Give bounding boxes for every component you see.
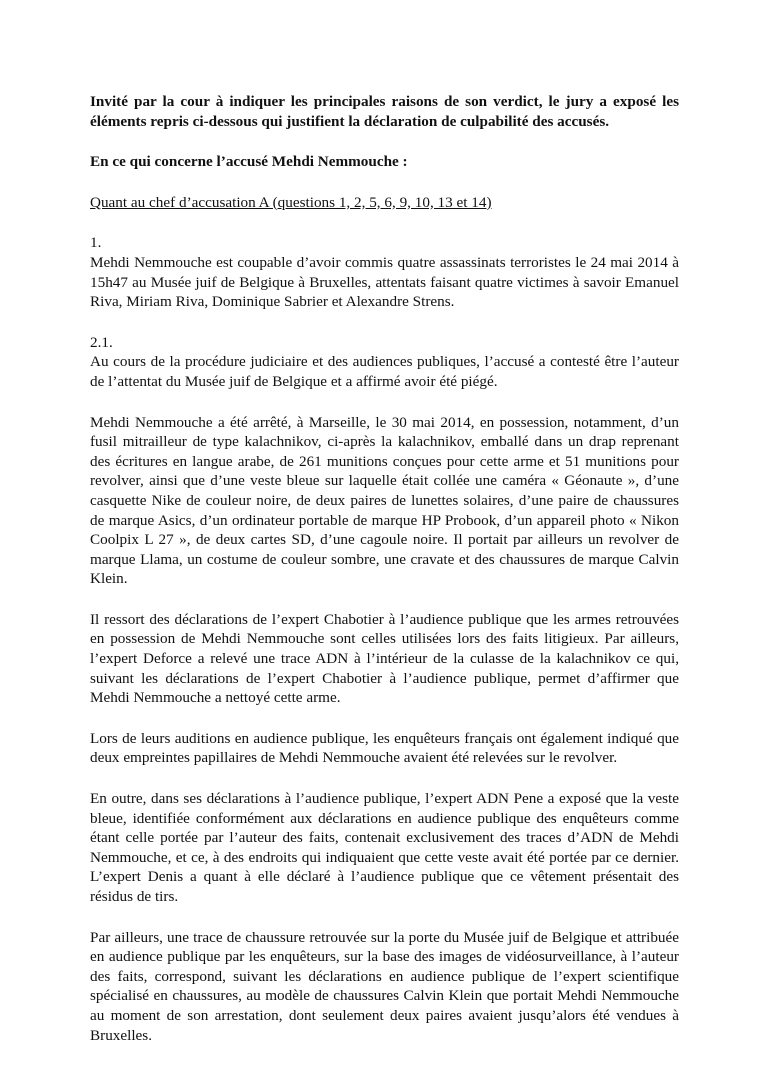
accused-heading: En ce qui concerne l’accusé Mehdi Nemmouche : xyxy=(90,153,408,171)
section-number-2-1: 2.1. xyxy=(90,333,113,351)
arrest-paragraph: Mehdi Nemmouche a été arrêté, à Marseille, le 30 mai 2014, en possession, notamment, d’un fusil mitrailleur de type kalachnikov, ci-après la kalachnikov, emballé dans un drap reprenant des écritures en langue arabe, de 261 munitions conçues pour cette arme et 51 munitions pour revolver, ainsi que d’une veste bleue sur laquelle était collée une caméra « Géonaute », d’une casquette Nike de couleur noire, de deux paires de lunettes solaires, d’une paire de chaussures de marque Asics, d’un ordinateur portable de marque HP Probook, d’un appareil photo « Nikon Coolpix L 27 », de deux cartes SD, d’une cagoule noire. Il portait par ailleurs un revolver de marque Llama, un costume de couleur sombre, une cravate et des chaussures de marque Calvin Klein. xyxy=(90,413,679,588)
shoe-trace-paragraph: Par ailleurs, une trace de chaussure retrouvée sur la porte du Musée juif de Belgique et attribuée en audience publique par les enquêteurs, sur la base des images de vidéosurveillance, à l’auteur des faits, correspond, suivant les déclarations en audience publique de l’expert scientifique spécialisé en chaussures, au modèle de chaussures Calvin Klein que portait Mehdi Nemmouche au moment de son arrestation, dont seulement deux paires avaient jusqu’alors été vendues à Bruxelles. xyxy=(90,928,679,1044)
intro-paragraph: Invité par la cour à indiquer les principales raisons de son verdict, le jury a exposé les éléments repris ci-dessous qui justifient la déclaration de culpabilité des accusés. xyxy=(90,93,679,130)
section-2-1-paragraph: Au cours de la procédure judiciaire et des audiences publiques, l’accusé a contesté être l’auteur de l’attentat du Musée juif de Belgique et a affirmé avoir été piégé. xyxy=(90,353,679,390)
section-number-1: 1. xyxy=(90,234,102,252)
dna-jacket-paragraph: En outre, dans ses déclarations à l’audience publique, l’expert ADN Pene a exposé que la veste bleue, identifiée conformément aux déclarations en audience publique des enquêteurs comme étant celle portée par l’auteur des faits, contenait exclusivement des traces d’ADN de Mehdi Nemmouche, et ce, à des endroits qui indiquaient que cette veste avait été portée par ce dernier. L’expert Denis a quant à elle déclaré à l’audience publique que ce vêtement présentait des résidus de tirs. xyxy=(90,790,679,905)
document-page xyxy=(90,92,679,1066)
charge-subheading: Quant au chef d’accusation A (questions 1, 2, 5, 6, 9, 10, 13 et 14) xyxy=(90,193,492,211)
section-1-paragraph: Mehdi Nemmouche est coupable d’avoir commis quatre assassinats terroristes le 24 mai 2014 à 15h47 au Musée juif de Belgique à Bruxelles, attentats faisant quatre victimes à savoir Emanuel Riva, Miriam Riva, Dominique Sabrier et Alexandre Strens. xyxy=(90,253,679,311)
fingerprints-paragraph: Lors de leurs auditions en audience publique, les enquêteurs français ont également indiqué que deux empreintes papillaires de Mehdi Nemmouche avaient été relevées sur le revolver. xyxy=(90,729,679,767)
expert-chabotier-paragraph: Il ressort des déclarations de l’expert Chabotier à l’audience publique que les armes retrouvées en possession de Mehdi Nemmouche sont celles utilisées lors des faits litigieux. Par ailleurs, l’expert Deforce a relevé une trace ADN à l’intérieur de la culasse de la kalachnikov ce qui, suivant les déclarations de l’expert Chabotier à l’audience publique, permet d’affirmer que Mehdi Nemmouche a nettoyé cette arme. xyxy=(90,610,679,707)
